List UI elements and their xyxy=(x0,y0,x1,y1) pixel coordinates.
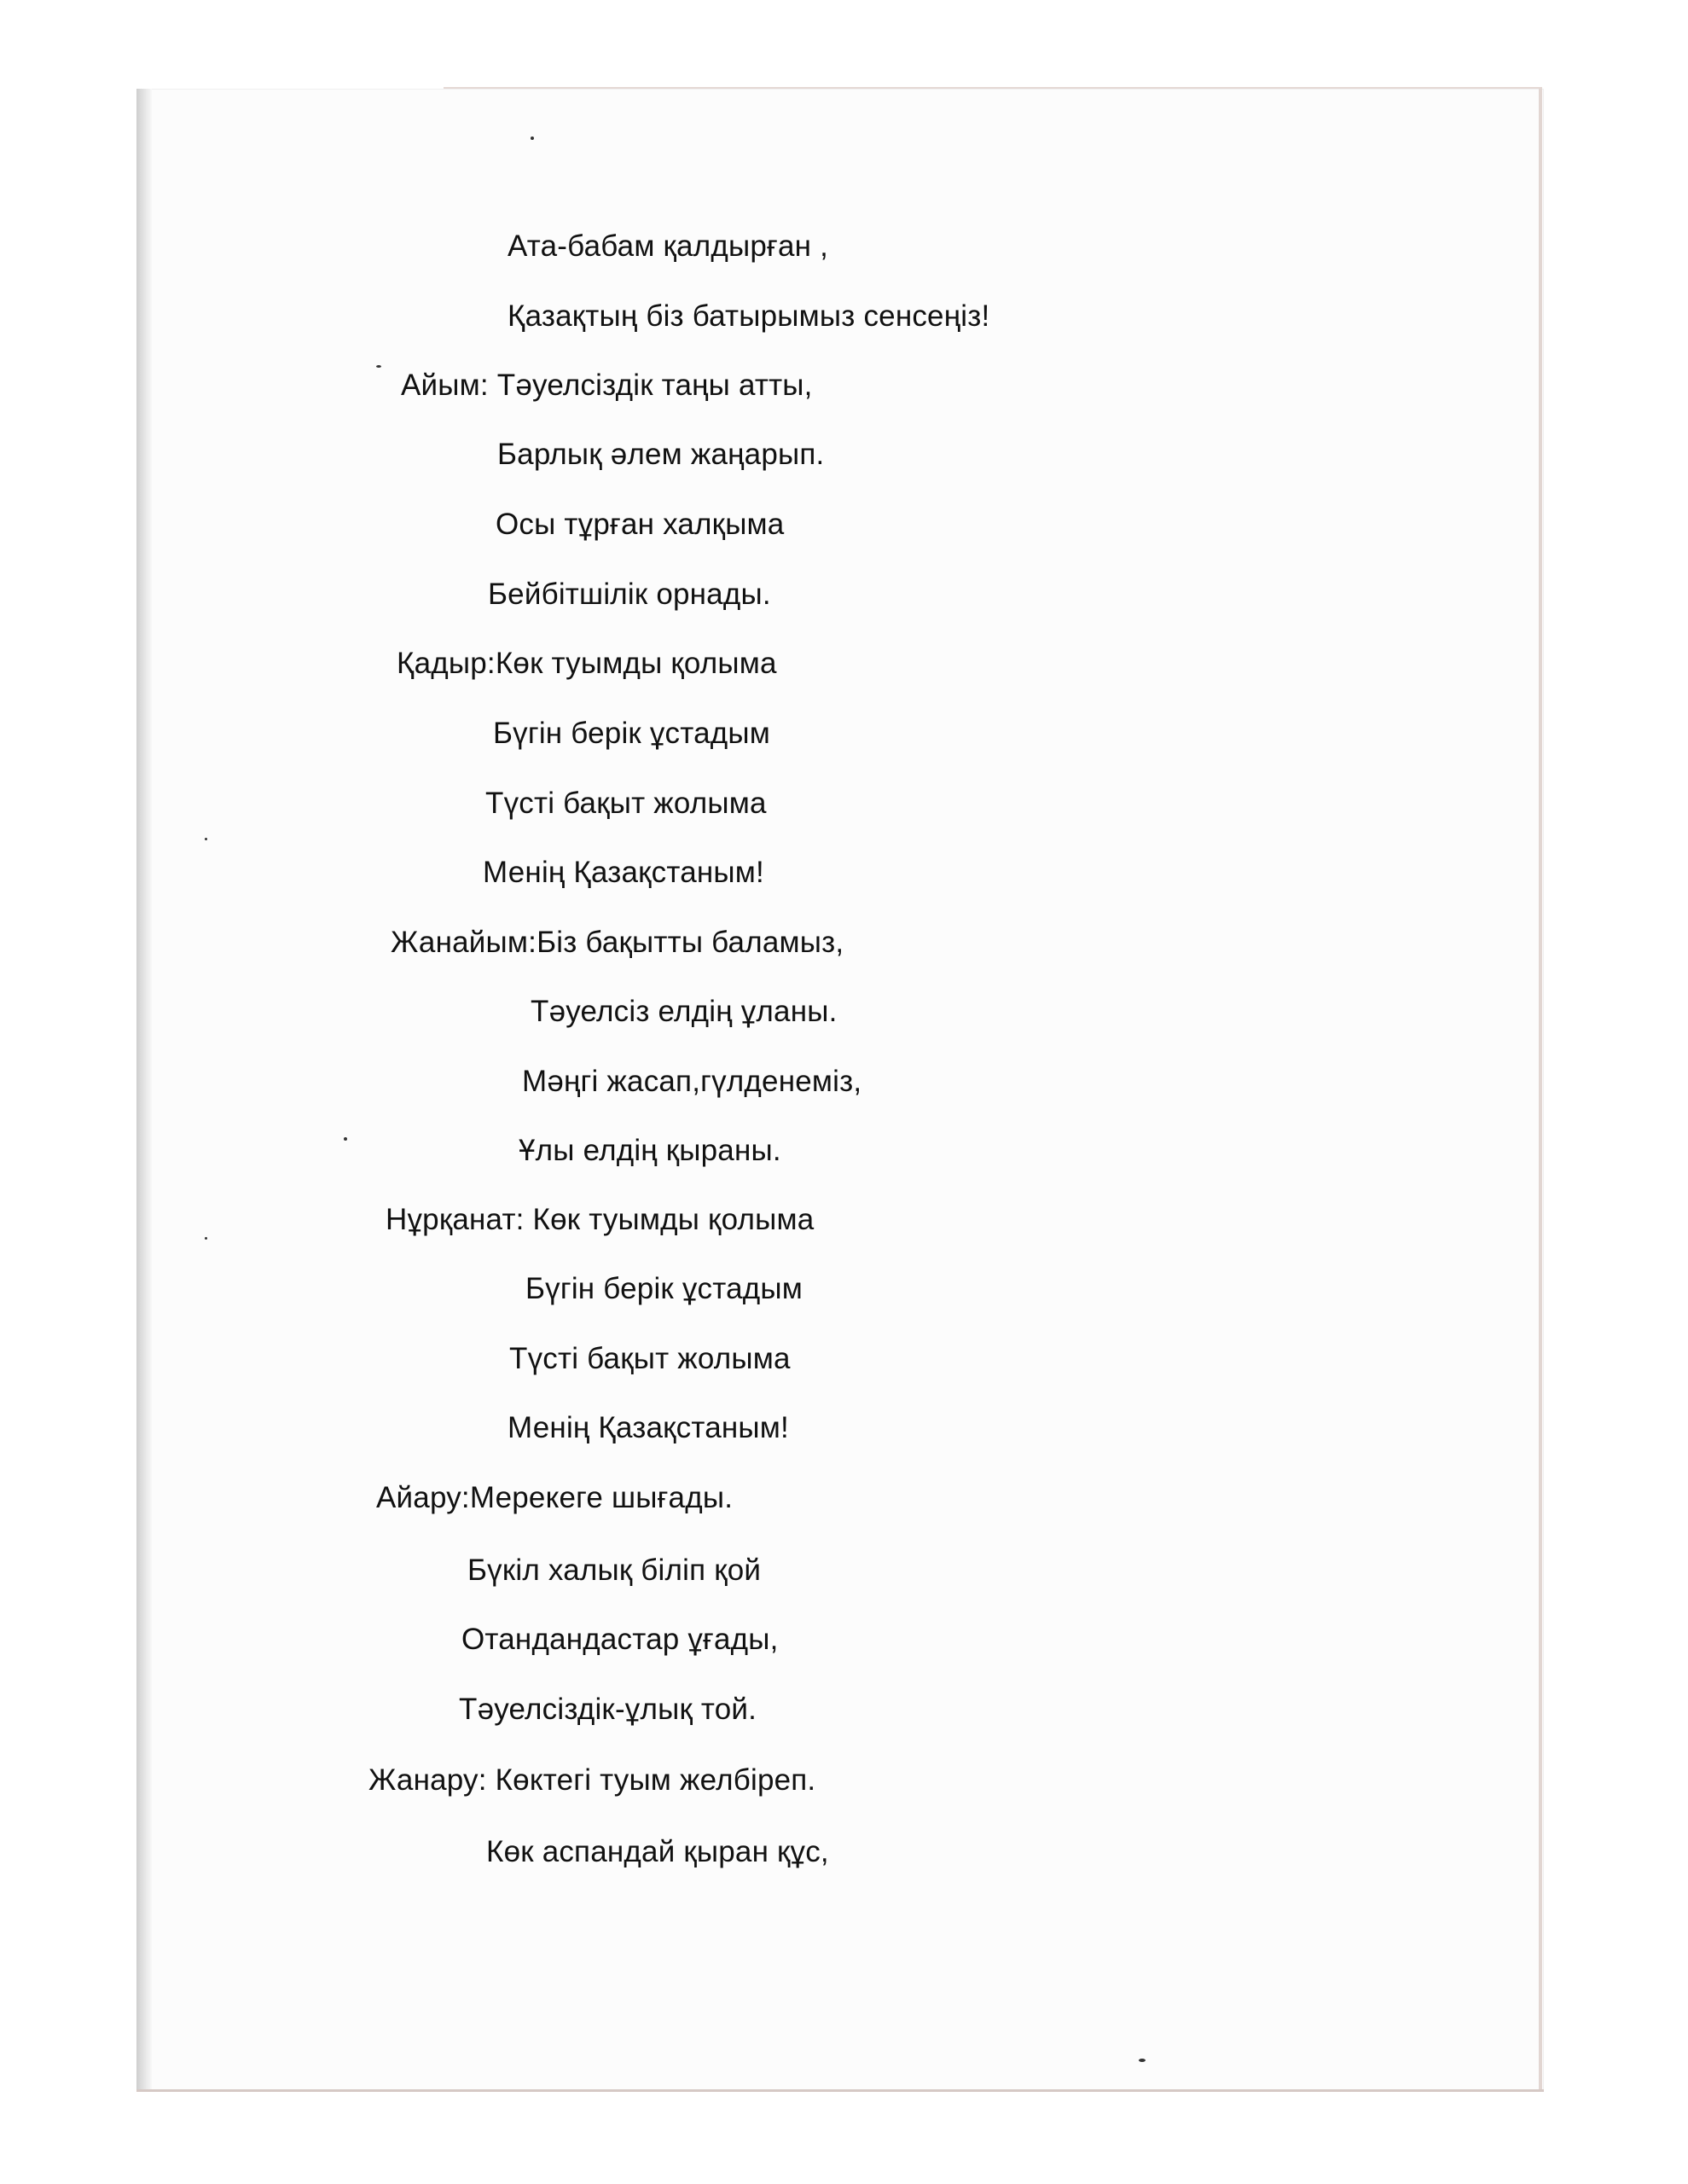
poem-line: Тәуелсіздік-ұлық той. xyxy=(459,1693,757,1726)
poem-line: Ұлы елдің қыраны. xyxy=(519,1134,781,1167)
page-top-edge xyxy=(444,87,1542,89)
poem-line: Бүгін берік ұстадым xyxy=(525,1272,803,1305)
poem-line: Осы тұрған халқыма xyxy=(496,508,785,541)
ink-speck xyxy=(531,136,534,140)
poem-line: Нұрқанат: Көк туымды қолыма xyxy=(386,1203,815,1236)
poem-line: Көк аспандай қыран құс, xyxy=(486,1835,829,1868)
ink-speck xyxy=(205,1237,207,1240)
poem-line: Бүкіл халық біліп қой xyxy=(467,1554,762,1587)
ink-speck xyxy=(205,838,207,840)
poem-line: Менің Қазақстаным! xyxy=(508,1411,789,1444)
poem-line: Ата-бабам қалдырған , xyxy=(508,229,828,263)
poem-line: Тәуелсіз елдің ұланы. xyxy=(531,995,838,1028)
poem-line: Айару:Мерекеге шығады. xyxy=(376,1481,734,1514)
poem-line: Отандандастар ұғады, xyxy=(461,1623,779,1656)
poem-line: Қазақтың біз батырымыз сенсеңіз! xyxy=(508,299,990,333)
poem-line: Барлық әлем жаңарып. xyxy=(497,438,825,471)
ink-speck xyxy=(376,365,381,368)
poem-line: Менің Қазақстаным! xyxy=(483,856,764,889)
ink-speck xyxy=(344,1137,347,1141)
poem-line: Жанару: Көктегі туым желбіреп. xyxy=(368,1763,816,1797)
poem-line: Айым: Тәуелсіздік таңы атты, xyxy=(401,369,813,402)
poem-line: Жанайым:Біз бақытты баламыз, xyxy=(391,926,844,959)
poem-line: Түсті бақыт жолыма xyxy=(509,1342,791,1375)
poem-line: Қадыр:Көк туымды қолыма xyxy=(397,647,777,680)
page-left-edge xyxy=(136,89,152,2092)
poem-line: Түсті бақыт жолыма xyxy=(485,787,767,820)
page-right-edge xyxy=(1539,89,1542,2092)
poem-line: Бейбітшілік орнады. xyxy=(488,578,771,611)
page-bottom-edge xyxy=(136,2089,1544,2092)
ink-speck xyxy=(1139,2059,1146,2062)
poem-line: Бүгін берік ұстадым xyxy=(493,717,771,750)
poem-line: Мәңгі жасап,гүлденеміз, xyxy=(522,1065,862,1098)
